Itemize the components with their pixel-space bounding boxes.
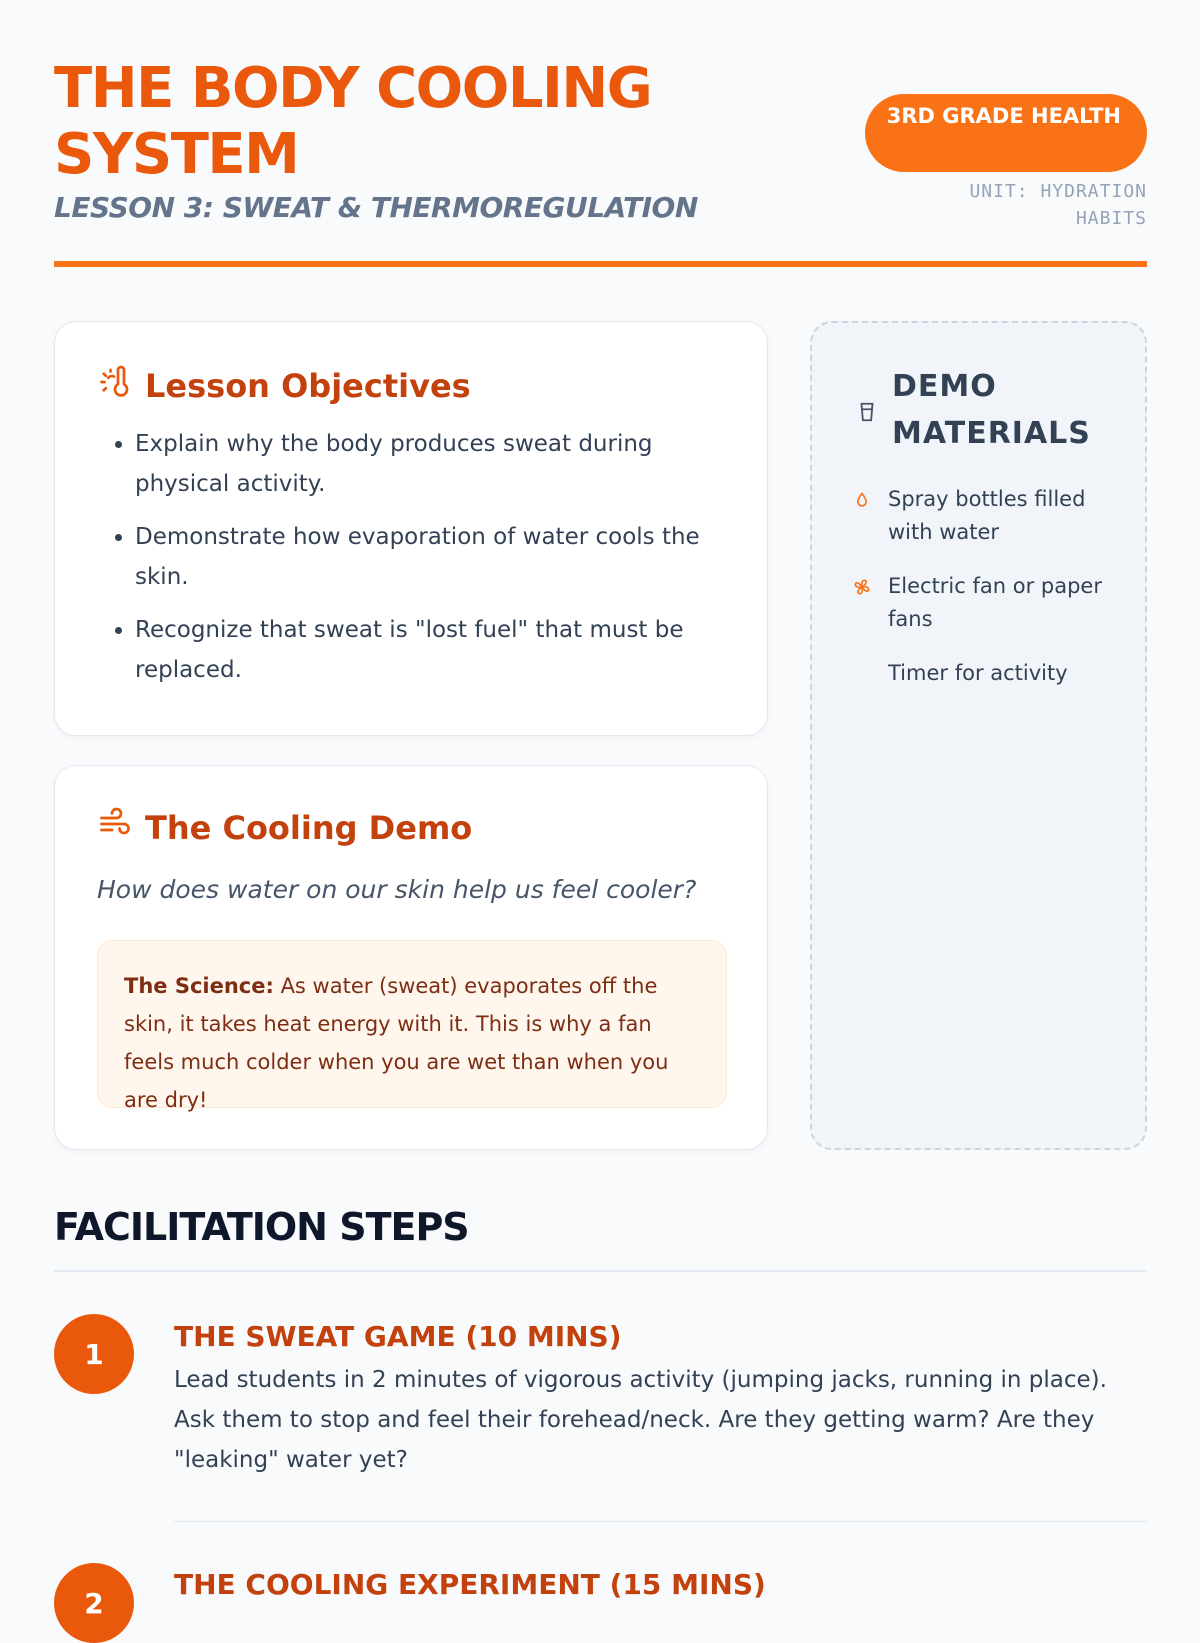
fan-icon [852,570,888,603]
objectives-card [54,321,768,736]
unit-label: UNIT: HYDRATION HABITS [969,181,1147,229]
science-text: As water (sweat) evaporates off the skin, it takes heat energy with it. This is why a fan feels much colder when you are wet than when you are dry! [124,974,669,1112]
divider [54,1270,1147,1272]
page-title: THE BODY COOLING SYSTEM [54,56,652,187]
cup-icon [856,401,878,423]
material-label: Electric fan or paper fans [888,574,1102,631]
thermometer-sun-icon [97,364,133,408]
grade-badge: 3RD GRADE HEALTH [865,94,1147,172]
list-item [852,570,1122,636]
demo-title: The Cooling Demo [145,809,473,847]
droplet-icon [852,483,888,516]
lesson-subtitle: LESSON 3: SWEAT & THERMOREGULATION [54,191,698,224]
wind-icon [97,806,133,850]
objectives-heading [97,364,471,408]
objectives-title: Lesson Objectives [145,367,471,405]
material-label: Spray bottles filled with water [888,487,1086,544]
material-label: Timer for activity [888,661,1068,685]
objectives-list [135,424,735,703]
step-title: THE COOLING EXPERIMENT (15 MINS) [174,1568,766,1601]
materials-list [852,483,1122,711]
timer-icon [852,657,888,690]
list-item [852,657,1122,690]
step-title: THE SWEAT GAME (10 MINS) [174,1320,622,1353]
science-label: The Science: [124,974,274,998]
list-item: • Explain why the body produces sweat during physical activity. [135,424,735,504]
science-callout [97,940,727,1112]
page-header [54,56,1147,267]
materials-panel [810,321,1147,1150]
step-number-badge: 1 [54,1314,134,1394]
steps-heading: FACILITATION STEPS [54,1205,469,1249]
step-number-badge: 2 [54,1563,134,1643]
demo-heading [97,806,472,850]
divider [174,1521,1147,1522]
step-description: Lead students in 2 minutes of vigorous activity (jumping jacks, running in place). Ask them to stop and feel their forehead/neck. Are they getting warm? Are they "leaking" water yet? [174,1367,1107,1473]
list-item: • Recognize that sweat is "lost fuel" that must be replaced. [135,610,735,690]
list-item [852,483,1122,549]
demo-card [54,765,768,1150]
demo-question: How does water on our skin help us feel cooler? [97,875,697,904]
materials-title: DEMO MATERIALS [892,369,1091,451]
list-item: • Demonstrate how evaporation of water cools the skin. [135,517,735,597]
